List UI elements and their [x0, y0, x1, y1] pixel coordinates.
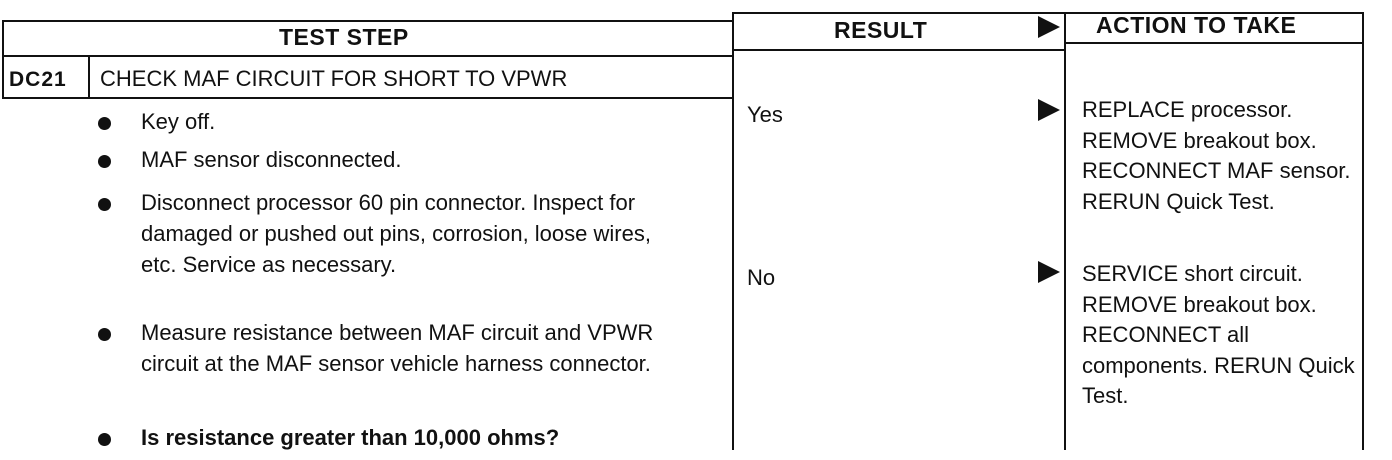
- header-bottom-border-action: [1066, 42, 1364, 44]
- result-header: RESULT: [834, 17, 928, 43]
- code-cell-divider: [88, 57, 90, 99]
- right-arrow-icon: [1038, 261, 1060, 283]
- right-arrow-icon: [1038, 99, 1060, 121]
- test-step-header: TEST STEP: [279, 24, 409, 50]
- step-code: DC21: [9, 68, 67, 91]
- header-bottom-border-right: [732, 49, 1066, 51]
- bullet-dot-icon: [98, 433, 111, 446]
- action-no: SERVICE short circuit. REMOVE breakout box. RECONNECT all components. RERUN Quick Test.: [1082, 261, 1355, 408]
- bullet-dot-icon: [98, 155, 111, 168]
- action-to-take-header: ACTION TO TAKE: [1096, 12, 1297, 38]
- action-yes: REPLACE processor. REMOVE breakout box. RECONNECT MAF sensor. RERUN Quick Test.: [1082, 97, 1351, 214]
- bullet-question: Is resistance greater than 10,000 ohms?: [141, 425, 560, 450]
- bullet-text: MAF sensor disconnected.: [141, 147, 402, 172]
- result-yes: Yes: [747, 102, 783, 127]
- bullet-text: Measure resistance between MAF circuit and VPWR circuit at the MAF sensor vehicle harness connector.: [141, 320, 654, 376]
- table-left-border: [2, 20, 4, 99]
- result-no: No: [747, 265, 776, 290]
- right-arrow-icon: [1038, 16, 1060, 38]
- bullet-dot-icon: [98, 328, 111, 341]
- bullet-text: Disconnect processor 60 pin connector. Inspect for damaged or pushed out pins, corrosion, loose wires, etc. Service as necessary.: [141, 190, 651, 277]
- bullet-dot-icon: [98, 198, 111, 211]
- header-bottom-border-left: [2, 55, 732, 57]
- step-title: CHECK MAF CIRCUIT FOR SHORT TO VPWR: [100, 66, 568, 91]
- bullet-text: Key off.: [141, 109, 216, 134]
- header-top-border-left: [2, 20, 732, 22]
- bullet-dot-icon: [98, 117, 111, 130]
- result-column-divider: [732, 12, 734, 450]
- action-column-divider: [1064, 12, 1066, 450]
- step-title-bottom-border: [2, 97, 732, 99]
